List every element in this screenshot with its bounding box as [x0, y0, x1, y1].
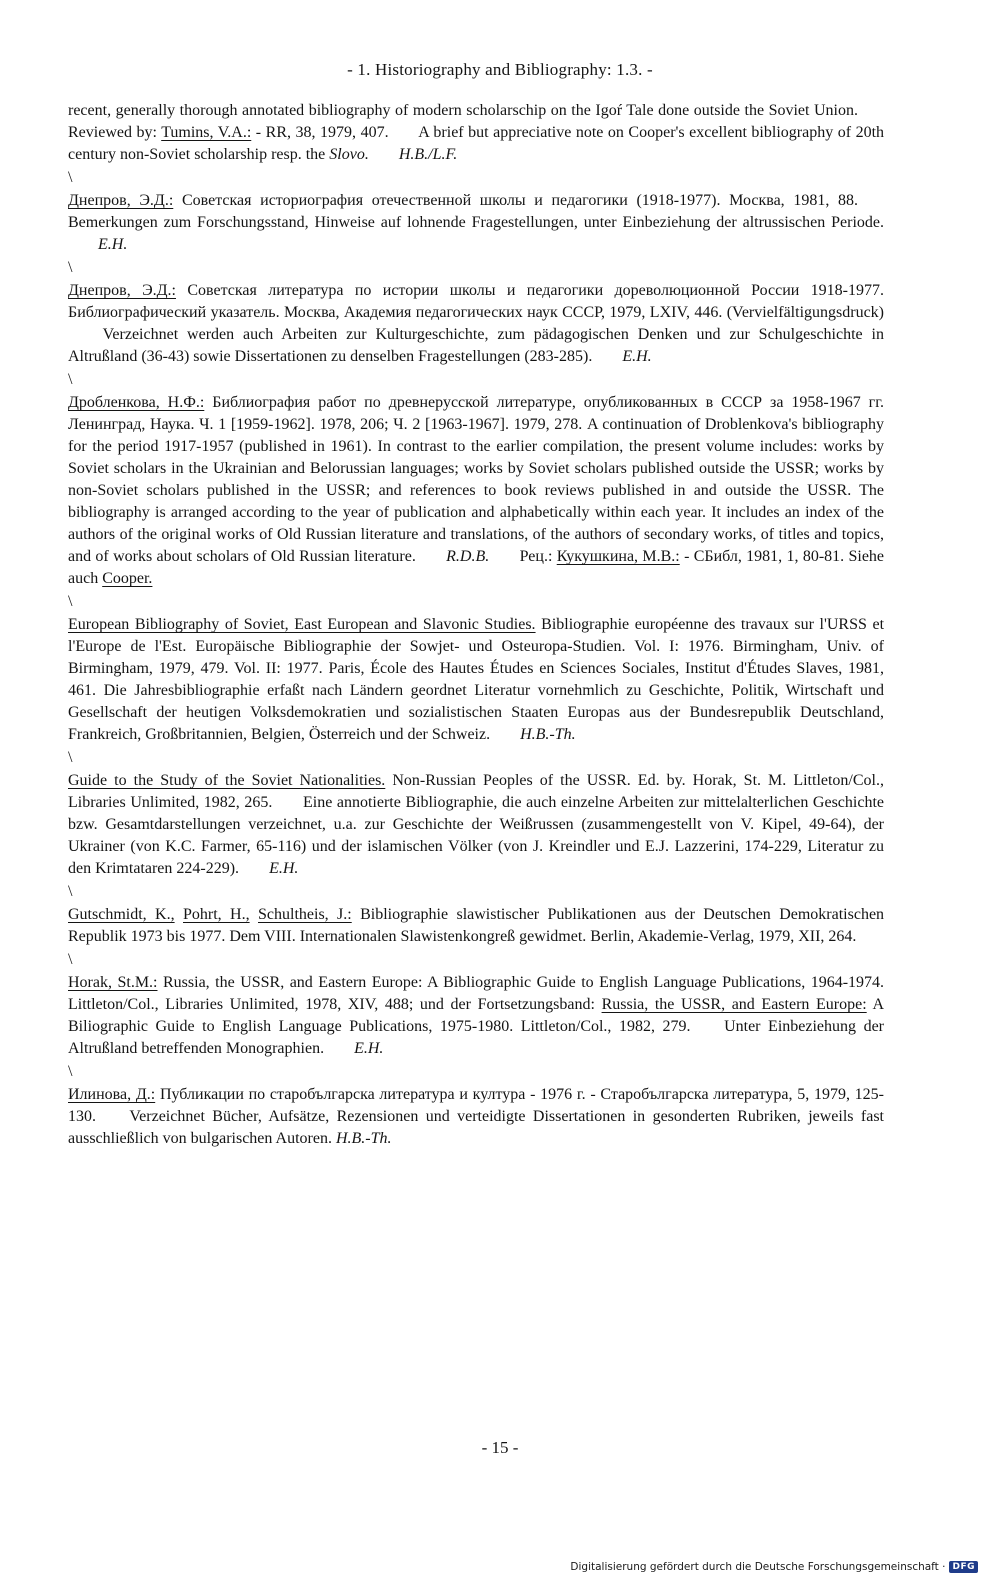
entry-initials: H.B.-Th.	[335, 1130, 392, 1147]
dfg-footer	[570, 1561, 978, 1573]
entry-author: Днепров, Э.Д.:	[68, 282, 176, 299]
entry-dneprov-1: Днепров, Э.Д.: Советская историография отечественной школы и педагогики (1918-1977). Москва, 1981, 88. Bemerkungen zum Forschungsstand, Hinweise auf lohnende Fragestellungen, unter Einbeziehung der altrussischen Periode. E.H.	[68, 192, 884, 253]
entry-gutschmidt: Gutschmidt, K., Pohrt, H., Schultheis, J.: Bibliographie slawistischer Publikationen aus der Deutschen Demokratischen Republik 1973 bis 1977. Dem VIII. Internationalen Slawistenkongreß gewidmet. Berlin, Akademie-Verlag, 1979, XII, 264.	[68, 906, 885, 945]
reviewer-name: Tumins, V.A.:	[161, 124, 252, 141]
reviewer-name: Кукушкина, М.В.:	[556, 548, 680, 565]
entry-initials: E.H.	[622, 348, 652, 365]
entry-author: Pohrt, H.,	[183, 906, 250, 923]
page-number: - 15 -	[481, 1438, 519, 1457]
entry-separator: \	[68, 951, 73, 968]
entry-initials: H.B.-Th.	[520, 726, 576, 743]
entry-initials: E.H.	[98, 236, 128, 253]
entry-author: Horak, St.M.:	[68, 974, 158, 991]
entry-separator: \	[68, 749, 73, 766]
entry-separator: \	[68, 1063, 73, 1080]
entry-initials: E.H.	[269, 860, 299, 877]
entry-separator: \	[68, 169, 73, 186]
entry-horak: Horak, St.M.: Russia, the USSR, and Eastern Europe: A Bibliographic Guide to English Language Publications, 1964-1974. Littleton/Col., Libraries Unlimited, 1978, XIV, 488; und der Fortsetzungsband: Russia, the USSR, and Eastern Europe: A Biliographic Guide to English Language Publications, 1975-1980. Littleton/Col., 1982, 279. Unter Einbeziehung der Altrußland betreffenden Monographien. E.H.	[68, 974, 885, 1057]
entry-guide-soviet-nationalities: Guide to the Study of the Soviet Nationalities. Non-Russian Peoples of the USSR. Ed. by. Horak, St. M. Littleton/Col., Libraries Unlimited, 1982, 265. Eine annotierte Bibliographie, die auch einzelne Arbeiten zur mittelalterlichen Geschichte bzw. Gesamtdarstellungen verzeichnet, u.a. zur Geschichte der Weißrussen (zusammengestellt von V. Kipel, 49-64), der Ukrainer (von K.C. Farmer, 65-116) und der islamischen Völker (von J. Kreindler und E.J. Lazzerini, 174-229, Literatur zu den Krimtataren 224-229). E.H.	[68, 772, 885, 877]
entry-author: Илинова, Д.:	[68, 1086, 156, 1103]
entry-cooper-continuation: recent, generally thorough annotated bibliography of modern scholarschip on the Igoŕ Tale done outside the Soviet Union. Reviewed by: Tumins, V.A.: - RR, 38, 1979, 407. A brief but appreciative note on Cooper's excellent bibliography of 20th century non-Soviet scholarship resp. the Slovo. H.B./L.F.	[68, 102, 885, 163]
entry-author: Schultheis, J.:	[258, 906, 352, 923]
entry-separator: \	[68, 593, 73, 610]
entry-author: Gutschmidt, K.,	[68, 906, 175, 923]
dfg-logo-icon: DFG	[949, 1561, 978, 1573]
entry-author: Днепров, Э.Д.:	[68, 192, 174, 209]
work-title: Slovo.	[329, 146, 369, 163]
entry-title: Russia, the USSR, and Eastern Europe:	[601, 996, 867, 1013]
entry-ilinova: Илинова, Д.: Публикации по старобългарска литература и култура - 1976 г. - Старобългарска литература, 5, 1979, 125-130. Verzeichnet Bücher, Aufsätze, Rezensionen und verteidigte Dissertationen in gesonderten Rubriken, jeweils fast ausschließlich von bulgarischen Autoren. H.B.-Th.	[68, 1086, 885, 1147]
entry-title: Guide to the Study of the Soviet Nationalities.	[68, 772, 386, 789]
entry-initials: R.D.B.	[446, 548, 490, 565]
cross-reference: Cooper.	[102, 570, 153, 587]
page-header: - 1. Historiography and Bibliography: 1.3. -	[347, 60, 653, 79]
footer-text: Digitalisierung gefördert durch die Deutsche Forschungsgemeinschaft ·	[570, 1561, 946, 1573]
entry-droblenkova: Дробленкова, Н.Ф.: Библиография работ по древнерусской литературе, опубликованных в СССР за 1958-1967 гг. Ленинград, Наука. Ч. 1 [1959-1962]. 1978, 206; Ч. 2 [1963-1967]. 1979, 278. A continuation of Droblenkova's bibliography for the period 1917-1957 (published in 1961). In contrast to the earlier compilation, the present volume includes: works by Soviet scholars in the Ukrainian and Belorussian languages; works by Soviet scholars published outside the USSR; works by non-Soviet scholars published in the USSR; and references to book reviews published in and outside the USSR. The bibliography is arranged according to the year of publication and alphabetically within each year. It includes an index of the authors of the original works of Old Russian literature and translations, of the authors of secondary works, of titles and topics, and of works about scholars of Old Russian literature. R.D.B. Рец.: Кукушкина, М.В.: - СБибл, 1981, 1, 80-81. Siehe auch Cooper.	[68, 394, 885, 587]
entry-author: Дробленкова, Н.Ф.:	[68, 394, 205, 411]
bibliography-entries	[68, 100, 884, 1150]
entry-separator: \	[68, 371, 73, 388]
entry-initials: H.B./L.F.	[398, 146, 458, 163]
entry-european-bibliography: European Bibliography of Soviet, East European and Slavonic Studies. Bibliographie européenne des travaux sur l'URSS et l'Europe de l'Est. Europäische Bibliographie der Sowjet- und Osteuropa-Studien. Vol. I: 1976. Birmingham, Univ. of Birmingham, 1979, 479. Vol. II: 1977. Paris, École des Hautes Études en Sciences Sociales, Institut d'Études Slaves, 1981, 461. Die Jahresbibliographie erfaßt nach Ländern geordnet Literatur vornehmlich zu Geschichte, Politik, Wirtschaft und Gesellschaft der heutigen Volksdemokratien und sozialistischen Staaten Europas aus der Bundesrepublik Deutschland, Frankreich, Großbritannien, Belgien, Österreich und der Schweiz. H.B.-Th.	[68, 616, 885, 743]
entry-separator: \	[68, 883, 73, 900]
entry-separator: \	[68, 259, 73, 276]
entry-title: European Bibliography of Soviet, East European and Slavonic Studies.	[68, 616, 536, 633]
entry-initials: E.H.	[354, 1040, 384, 1057]
entry-dneprov-2: Днепров, Э.Д.: Советская литература по истории школы и педагогики дореволюционной России 1918-1977. Библиографический указатель. Москва, Академия педагогических наук СССР, 1979, LXIV, 446. (Vervielfältigungsdruck) Verzeichnet werden auch Arbeiten zur Kulturgeschichte, zum pädagogischen Denken und zur Schulgeschichte in Altrußland (36-43) sowie Dissertationen zu denselben Fragestellungen (283-285). E.H.	[68, 282, 885, 365]
